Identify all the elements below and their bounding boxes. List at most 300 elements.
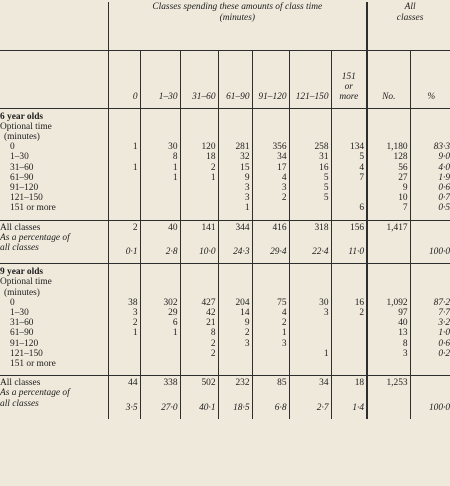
cell-value: 134	[331, 142, 367, 152]
cell-value: 3	[289, 308, 331, 318]
total-value: 18	[331, 376, 367, 389]
cell-value	[289, 328, 331, 338]
empty-cell	[289, 132, 331, 142]
row-label: 121–150	[10, 193, 43, 204]
cell-value	[140, 183, 180, 193]
all-classes-no-header: No.	[367, 50, 410, 108]
percentage-label-row	[0, 388, 450, 398]
cell-value: 120	[180, 142, 218, 152]
cell-value: 281	[218, 142, 252, 152]
percentage-value: 10·0	[180, 243, 218, 257]
cell-value: 4	[331, 163, 367, 173]
all-classes-pct: 83·3	[410, 142, 450, 152]
all-classes-pct: 1·0	[410, 328, 450, 338]
total-value: 2	[108, 220, 140, 233]
cell-value: 3	[218, 193, 252, 203]
cell-value: 6	[331, 203, 367, 213]
percentage-value: 29·4	[252, 243, 289, 257]
total-value: 502	[180, 376, 218, 389]
section-subtitle-row	[0, 122, 450, 132]
empty-cell	[289, 288, 331, 298]
cell-value	[331, 339, 367, 349]
percentage-value: 24·3	[218, 243, 252, 257]
table-row	[0, 308, 450, 318]
column-header: 1–30	[140, 50, 180, 108]
header-columns-row	[0, 50, 450, 108]
empty-cell	[367, 108, 410, 122]
all-classes-pct: 87·2	[410, 298, 450, 308]
empty-cell	[367, 132, 410, 142]
cell-value	[140, 349, 180, 359]
column-header: 61–90	[218, 50, 252, 108]
total-value: 40	[140, 220, 180, 233]
empty-cell	[252, 132, 289, 142]
empty-cell	[367, 233, 410, 243]
percentage-value: 40·1	[180, 399, 218, 413]
cell-value: 2	[108, 318, 140, 328]
total-value: 156	[331, 220, 367, 233]
cell-value	[108, 359, 140, 369]
cell-value: 2	[180, 339, 218, 349]
cell-value	[108, 183, 140, 193]
cell-value: 356	[252, 142, 289, 152]
empty-cell	[367, 264, 410, 278]
empty-cell	[367, 122, 410, 132]
cell-value: 3	[218, 183, 252, 193]
empty-cell	[140, 108, 180, 122]
cell-value: 32	[218, 152, 252, 162]
empty-cell	[367, 399, 410, 413]
empty-cell	[410, 122, 450, 132]
cell-value	[289, 339, 331, 349]
section-subtitle-row	[0, 277, 450, 287]
cell-value	[331, 359, 367, 369]
empty-cell	[252, 413, 289, 419]
empty-cell	[252, 108, 289, 122]
section-subtitle-row	[0, 132, 450, 142]
empty-cell	[108, 277, 140, 287]
all-classes-pct: 3·2	[410, 318, 450, 328]
table-body	[0, 2, 450, 419]
percentage-value: 2·7	[289, 399, 331, 413]
cell-value: 1	[140, 163, 180, 173]
empty-cell	[218, 122, 252, 132]
empty-cell	[410, 220, 450, 233]
empty-cell	[108, 288, 140, 298]
percentage-label: As a percentage of	[0, 232, 70, 243]
row-label: 91–120	[10, 182, 39, 193]
cell-value	[252, 203, 289, 213]
table-row	[0, 359, 450, 369]
percentage-row	[0, 243, 450, 257]
empty-cell	[331, 132, 367, 142]
cell-value	[331, 183, 367, 193]
cell-value	[140, 203, 180, 213]
all-classes-no: 56	[367, 163, 410, 173]
section-subtitle: Optional time	[0, 121, 52, 132]
cell-value	[218, 359, 252, 369]
all-classes-pct: 0·5	[410, 203, 450, 213]
section-subtitle-units: (minutes)	[4, 131, 40, 142]
cell-value: 18	[180, 152, 218, 162]
empty-cell	[140, 388, 180, 398]
all-classes-no: 1,092	[367, 298, 410, 308]
empty-cell	[180, 132, 218, 142]
row-label: 61–90	[10, 328, 34, 339]
column-header: 0	[108, 50, 140, 108]
empty-cell	[218, 277, 252, 287]
cell-value: 17	[252, 163, 289, 173]
cell-value	[180, 203, 218, 213]
all-classes-pct: 0·6	[410, 339, 450, 349]
empty-cell	[108, 122, 140, 132]
cell-value: 3	[218, 339, 252, 349]
cell-value: 4	[252, 308, 289, 318]
empty-cell	[180, 277, 218, 287]
cell-value: 16	[289, 163, 331, 173]
cell-value	[252, 349, 289, 359]
section-title: 9 year olds	[0, 264, 108, 278]
all-classes-no: 3	[367, 349, 410, 359]
cell-value	[140, 359, 180, 369]
empty-cell	[331, 288, 367, 298]
cell-value	[289, 203, 331, 213]
class-time-table	[0, 2, 450, 419]
empty-cell	[410, 264, 450, 278]
empty-cell	[180, 108, 218, 122]
empty-cell	[140, 233, 180, 243]
all-classes-pct-header: %	[410, 50, 450, 108]
percentage-row	[0, 399, 450, 413]
empty-cell	[180, 264, 218, 278]
section-subtitle-row	[0, 288, 450, 298]
table-row	[0, 339, 450, 349]
cell-value: 1	[289, 349, 331, 359]
cell-value: 38	[108, 298, 140, 308]
empty-cell	[252, 233, 289, 243]
percentage-label-row	[0, 233, 450, 243]
percentage-value: 0·1	[108, 243, 140, 257]
total-value: 344	[218, 220, 252, 233]
cell-value: 2	[180, 349, 218, 359]
section-title-row	[0, 264, 450, 278]
row-label: 151 or more	[10, 358, 56, 369]
cell-value: 2	[180, 163, 218, 173]
header-caption-row	[0, 2, 450, 50]
row-label: 0	[10, 142, 15, 153]
table-row	[0, 318, 450, 328]
section-subtitle-units: (minutes)	[4, 287, 40, 298]
empty-cell	[367, 288, 410, 298]
cell-value: 3	[252, 339, 289, 349]
empty-cell	[108, 413, 140, 419]
all-classes-caption: All classes	[367, 2, 450, 50]
all-classes-pct: 4·0	[410, 163, 450, 173]
all-classes-pct: 0·6	[410, 183, 450, 193]
cell-value: 8	[140, 152, 180, 162]
total-value: 34	[289, 376, 331, 389]
cell-value	[331, 349, 367, 359]
cell-value: 16	[331, 298, 367, 308]
cell-value	[180, 183, 218, 193]
empty-cell	[218, 288, 252, 298]
cell-value: 4	[252, 173, 289, 183]
percentage-value: 2·8	[140, 243, 180, 257]
cell-value: 34	[252, 152, 289, 162]
cell-value	[289, 359, 331, 369]
empty-cell	[180, 388, 218, 398]
empty-cell	[218, 413, 252, 419]
cell-value: 2	[331, 308, 367, 318]
cell-value: 3	[108, 308, 140, 318]
row-label: 151 or more	[10, 203, 56, 214]
empty-cell	[180, 413, 218, 419]
total-value: 318	[289, 220, 331, 233]
all-classes-pct: 0·2	[410, 349, 450, 359]
column-header: 151 or more	[331, 50, 367, 108]
all-classes-no: 8	[367, 339, 410, 349]
empty-cell	[108, 388, 140, 398]
cell-value: 7	[331, 173, 367, 183]
row-label: 31–60	[10, 162, 34, 173]
empty-cell	[289, 388, 331, 398]
empty-cell	[331, 388, 367, 398]
empty-cell	[180, 288, 218, 298]
cell-value	[108, 339, 140, 349]
empty-cell	[289, 122, 331, 132]
all-classes-no: 7	[367, 203, 410, 213]
cell-value: 2	[218, 328, 252, 338]
cell-value: 31	[289, 152, 331, 162]
cell-value: 9	[218, 173, 252, 183]
cell-value: 2	[252, 193, 289, 203]
table-row	[0, 173, 450, 183]
empty-cell	[252, 277, 289, 287]
row-label: 61–90	[10, 172, 34, 183]
cell-value: 15	[218, 163, 252, 173]
cell-value: 30	[289, 298, 331, 308]
empty-cell	[331, 277, 367, 287]
section-title-row	[0, 108, 450, 122]
totals-label: All classes	[0, 376, 108, 389]
cell-value: 3	[252, 183, 289, 193]
all-classes-no: 10	[367, 193, 410, 203]
cell-value: 1	[140, 328, 180, 338]
empty-cell	[367, 388, 410, 398]
cell-value	[180, 359, 218, 369]
cell-value	[180, 193, 218, 203]
all-classes-no: 9	[367, 183, 410, 193]
table-row	[0, 142, 450, 152]
section-subtitle: Optional time	[0, 277, 52, 288]
empty-cell	[410, 233, 450, 243]
total-value: 232	[218, 376, 252, 389]
empty-cell	[410, 288, 450, 298]
empty-cell	[218, 233, 252, 243]
row-label: 31–60	[10, 318, 34, 329]
empty-cell	[252, 264, 289, 278]
empty-cell	[218, 264, 252, 278]
all-classes-no: 27	[367, 173, 410, 183]
empty-cell	[252, 388, 289, 398]
total-value: 85	[252, 376, 289, 389]
empty-cell	[218, 132, 252, 142]
cell-value: 427	[180, 298, 218, 308]
cell-value: 30	[140, 142, 180, 152]
all-classes-pct	[410, 359, 450, 369]
empty-cell	[140, 132, 180, 142]
total-pct: 100·0	[410, 399, 450, 413]
empty-cell	[0, 413, 108, 419]
table-row	[0, 183, 450, 193]
cell-value	[108, 193, 140, 203]
cell-value: 1	[108, 328, 140, 338]
cell-value: 8	[180, 328, 218, 338]
table-row	[0, 193, 450, 203]
cell-value: 1	[108, 163, 140, 173]
cell-value: 258	[289, 142, 331, 152]
all-classes-no: 40	[367, 318, 410, 328]
spanning-caption: Classes spending these amounts of class time (minutes)	[108, 2, 367, 50]
cell-value	[140, 193, 180, 203]
empty-cell	[331, 122, 367, 132]
cell-value: 75	[252, 298, 289, 308]
column-header: 31–60	[180, 50, 218, 108]
cell-value: 21	[180, 318, 218, 328]
total-pct: 100·0	[410, 243, 450, 257]
percentage-value: 27·0	[140, 399, 180, 413]
empty-cell	[108, 264, 140, 278]
empty-cell	[410, 277, 450, 287]
cell-value: 1	[140, 173, 180, 183]
empty-cell	[410, 413, 450, 419]
empty-cell	[367, 277, 410, 287]
percentage-value: 3·5	[108, 399, 140, 413]
empty-cell	[367, 413, 410, 419]
percentage-value: 11·0	[331, 243, 367, 257]
empty-cell	[218, 108, 252, 122]
row-label: 91–120	[10, 338, 39, 349]
empty-cell	[108, 108, 140, 122]
row-label: 1–30	[10, 152, 29, 163]
cell-value	[108, 203, 140, 213]
cell-value: 5	[289, 193, 331, 203]
percentage-label: As a percentage of	[0, 388, 70, 399]
column-header: 121–150	[289, 50, 331, 108]
stub-header-2	[0, 50, 108, 108]
table-row	[0, 328, 450, 338]
cell-value	[108, 152, 140, 162]
empty-cell	[331, 108, 367, 122]
all-classes-no: 97	[367, 308, 410, 318]
empty-cell	[140, 288, 180, 298]
cell-value: 204	[218, 298, 252, 308]
cell-value: 1	[108, 142, 140, 152]
table-row	[0, 203, 450, 213]
row-label: 0	[10, 297, 15, 308]
column-header: 91–120	[252, 50, 289, 108]
empty-cell	[140, 122, 180, 132]
cell-value: 6	[140, 318, 180, 328]
cell-value: 1	[252, 328, 289, 338]
empty-cell	[108, 132, 140, 142]
empty-cell	[140, 413, 180, 419]
empty-cell	[410, 108, 450, 122]
cell-value: 5	[289, 183, 331, 193]
cell-value	[289, 318, 331, 328]
empty-cell	[289, 108, 331, 122]
all-classes-no: 1,180	[367, 142, 410, 152]
cell-value	[108, 349, 140, 359]
cell-value: 1	[218, 203, 252, 213]
percentage-label-2: all classes	[0, 398, 39, 409]
cell-value	[252, 359, 289, 369]
totals-row	[0, 376, 450, 389]
cell-value: 29	[140, 308, 180, 318]
total-no: 1,417	[367, 220, 410, 233]
empty-cell	[410, 388, 450, 398]
all-classes-no: 128	[367, 152, 410, 162]
all-classes-pct: 0·7	[410, 193, 450, 203]
empty-cell	[140, 277, 180, 287]
all-classes-pct: 7·7	[410, 308, 450, 318]
cell-value: 302	[140, 298, 180, 308]
empty-cell	[218, 388, 252, 398]
empty-cell	[289, 264, 331, 278]
empty-cell	[331, 233, 367, 243]
cell-value	[218, 349, 252, 359]
percentage-value: 22·4	[289, 243, 331, 257]
totals-row	[0, 220, 450, 233]
cell-value: 42	[180, 308, 218, 318]
section-title: 6 year olds	[0, 108, 108, 122]
cell-value: 9	[218, 318, 252, 328]
totals-label: All classes	[0, 220, 108, 233]
empty-cell	[140, 264, 180, 278]
empty-cell	[289, 233, 331, 243]
all-classes-pct: 9·0	[410, 152, 450, 162]
empty-cell	[108, 233, 140, 243]
total-value: 44	[108, 376, 140, 389]
total-value: 141	[180, 220, 218, 233]
stub-header	[0, 2, 108, 50]
empty-cell	[410, 132, 450, 142]
empty-cell	[180, 233, 218, 243]
empty-cell	[252, 288, 289, 298]
cell-value	[331, 318, 367, 328]
all-classes-no: 13	[367, 328, 410, 338]
empty-cell	[252, 122, 289, 132]
empty-cell	[410, 376, 450, 389]
table-row	[0, 152, 450, 162]
row-label: 1–30	[10, 307, 29, 318]
table-row	[0, 298, 450, 308]
cell-value: 5	[331, 152, 367, 162]
percentage-value: 6·8	[252, 399, 289, 413]
cell-value: 14	[218, 308, 252, 318]
cell-value	[108, 173, 140, 183]
total-no: 1,253	[367, 376, 410, 389]
all-classes-pct: 1·9	[410, 173, 450, 183]
table-row	[0, 163, 450, 173]
percentage-label-2: all classes	[0, 242, 39, 253]
row-label: 121–150	[10, 348, 43, 359]
cell-value: 1	[180, 173, 218, 183]
spacer-row	[0, 413, 450, 419]
empty-cell	[289, 413, 331, 419]
empty-cell	[331, 413, 367, 419]
table-row	[0, 349, 450, 359]
